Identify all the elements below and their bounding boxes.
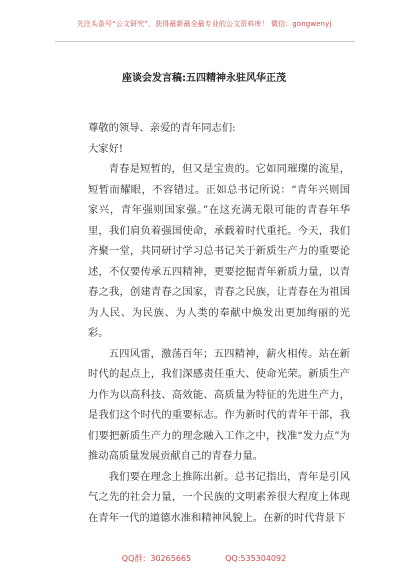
paragraph-3: 我们要在理念上推陈出新。总书记指出，青年是引风气之先的社会力量，一个民族的文明素养很大程度上体现在青年一代的道德水准和精神风貌上。在新的时代背景下	[88, 470, 350, 524]
qq-group-number: QQ群：30265665	[121, 554, 192, 563]
qq-number: QQ:535304092	[225, 554, 287, 563]
paragraph-2: 五四风雷，激荡百年；五四精神，薪火相传。站在新时代的起点上，我们深感责任重大、使命光荣。新质生产力作为以高科技、高效能、高质量为特征的先进生产力，是我们这个时代的重要标志。作为新时代的青年干部，我们要把新质生产力的理念融入工作之中，找准“发力点”为推动高质量发展贡献自己的青春力量。	[88, 347, 350, 462]
header-divider	[55, 41, 355, 42]
salutation: 尊敬的领导、亲爱的青年同志们:	[88, 122, 236, 134]
document-title: 座谈会发言稿:五四精神永驻风华正茂	[122, 73, 286, 84]
header-banner: 关注头条号“公文研究”，获得最新最全最专业的公文资料库！ 微信：gongwenyj	[76, 20, 332, 28]
greeting: 大家好!	[88, 142, 124, 155]
paragraph-1: 青春是短暂的，但又是宝贵的。它如同璀璨的流星，短暂而耀眼，不容错过。正如总书记所说：“青年兴则国家兴，青年强则国家强。”在这充满无限可能的青春年华里，我们肩负着强国使命，承载着时代重托。今天，我们齐聚一堂，共同研讨学习总书记关于新质生产力的重要论述，不仅要传承五四精神，更要挖掘青年新质力量，以青春之我，创建青春之国家，青春之民族，让青春在为祖国为人民、为民族、为人类的奉献中焕发出更加绚丽的光彩。	[88, 163, 350, 339]
document-body	[88, 118, 350, 528]
footer-contact	[0, 553, 408, 564]
